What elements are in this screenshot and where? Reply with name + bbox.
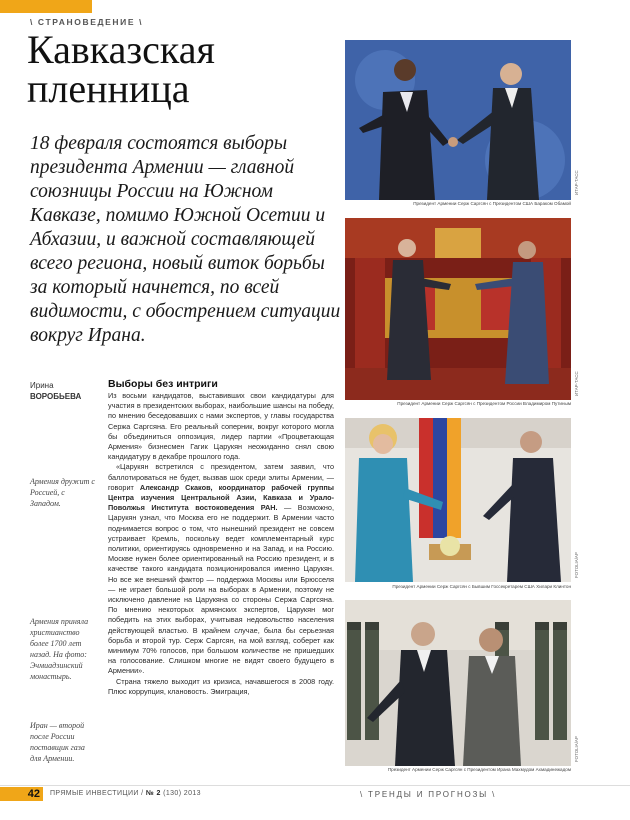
quote-text: «Царукян встретился с президентом, затем заявил, что баллотироваться не будет, вызвав шок среди элиты Армении, — говорит — [108, 462, 334, 492]
photo-credit: FOTOLIA/AP — [574, 736, 579, 762]
magazine-name: ПРЯМЫЕ ИНВЕСТИЦИИ / — [50, 790, 144, 797]
photo-credit: ИТАР-ТАСС — [574, 170, 579, 195]
sidenote: Армения приняла христианство более 1700 лет назад. На фото: Эчмиадзинский монастырь. — [30, 617, 89, 681]
sidenote: Иран — второй после России поставщик газа для Армении. — [30, 721, 85, 763]
lead-paragraph: 18 февраля состоятся выборы президента Армении — главной союзницы России на Южном Кавказе, помимо Южной Осетии и Абхазии, и важной составляющей всего региона, новый виток борьбы за который начнется, по всей видимости, с обострением ситуации вокруг Ирана. — [30, 133, 341, 346]
photo-ahmadinejad — [345, 600, 571, 766]
body-paragraph — [108, 462, 334, 676]
photo-credit: FOTOLIA/AP — [574, 552, 579, 578]
section-name: \ ТРЕНДЫ И ПРОГНОЗЫ \ — [360, 790, 497, 799]
author-first-name: Ирина — [30, 381, 54, 390]
section-subhead: Выборы без интриги — [108, 378, 218, 390]
author — [30, 380, 100, 402]
photo-caption: Президент Армении Серж Саргсян с Президентом России Владимиром Путиным — [397, 401, 571, 406]
photo-putin — [345, 218, 571, 400]
body-paragraph: Страна тяжело выходит из кризиса, начавшегося в 2008 году. Плюс коррупция, клановость. Эмиграция, — [108, 676, 334, 696]
body-paragraph: Из восьми кандидатов, выставивших свои кандидатуры для участия в президентских выборах, наибольшие шансы на победу, по мнению беседовавших с нами экспертов, у главы государства Сержа Саргсяна. Его реальный соперник, вокруг которого могла бы объединиться оппозиция, лидер партии «Процветающая Армения» бизнесмен Гагик Царукян неожиданно снял свою кандидатуру в декабре прошлого года. — [108, 391, 334, 462]
rubric: \ СТРАНОВЕДЕНИЕ \ — [30, 17, 144, 27]
title-line-2: пленница — [27, 66, 190, 111]
photo-obama — [345, 40, 571, 200]
sidenote: Армения дружит с Россией, с Западом. — [30, 477, 95, 508]
photo-caption: Президент Армении Серж Саргсян с Президентом США Бараком Обамой — [413, 201, 571, 206]
article-body — [108, 391, 334, 769]
page-number: 42 — [0, 787, 43, 801]
issue-details: (130) 2013 — [163, 790, 201, 797]
photo-clinton — [345, 418, 571, 582]
magazine-info — [50, 790, 201, 797]
photo-caption: Президент Армении Серж Саргсян с Президентом Ирана Махмудом Ахмадинежадом — [387, 767, 571, 772]
issue-number: № 2 — [145, 790, 161, 797]
article-title — [27, 27, 347, 111]
photo-credit: ИТАР-ТАСС — [574, 371, 579, 396]
title-line-1: Кавказская — [27, 27, 215, 72]
photo-caption: Президент Армении Серж Саргсян с Бывшим Госсекретарем США Хилари Клинтон — [392, 584, 571, 589]
author-last-name: ВОРОБЬЕВА — [30, 392, 82, 401]
footer-divider — [0, 785, 630, 786]
expert-name: Александр Скаков, координатор рабочей группы Центра изучения Центральной Азии, Кавказа и Урало-Поволжья Института востоковедения РАН. — [108, 482, 334, 513]
quote-text: — Возможно, Царукян узнал, что Москва его не поддержит. В Армении часто поднимается вопрос о том, что нынешний президент не совсем устраивает Кремль, поскольку ведет комплементарный курс политики, ориентируясь одновременно и на Запад, и на Россию. Москве нужен более ориентированный на Россию президент, и в качестве такого кандидата позиционировался именно Царукян. Но все же внешний фактор — поддержка Москвы или Брюсселя — не играет большой роли на выборах в Армении, поэтому не исключено давление на Царукяна со стороны Сержа Саргсяна. По мнению некоторых армянских экспертов, Царукян мог победить на этих выборах, учитывая недовольство населения действующей властью. В крайнем случае, была бы серьезная борьба и второй тур. Серж Саргсян, на мой взгляд, соберет как минимум 70% голосов, при большом количестве не пришедших на голосование. Слишком многие не видят своего будущего в Армении». — [108, 503, 334, 676]
accent-bar — [0, 0, 92, 13]
